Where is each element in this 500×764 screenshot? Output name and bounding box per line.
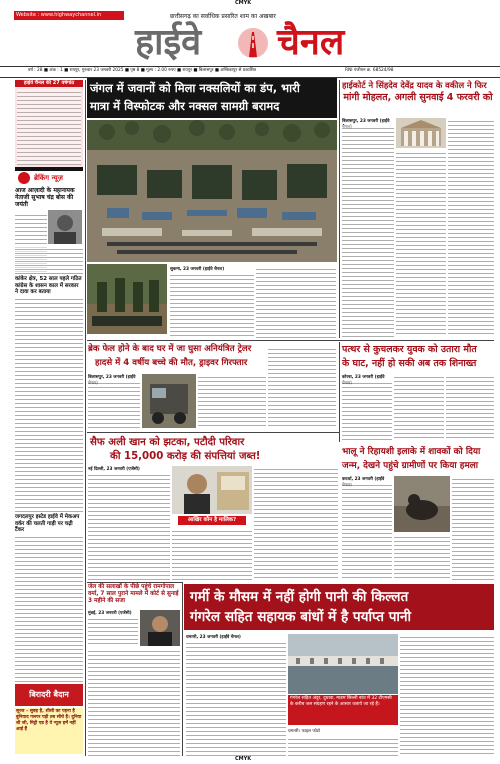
bear-photo xyxy=(394,476,450,532)
breaking-news-label: ब्रेकिंग न्यूज़ xyxy=(34,174,63,182)
footer-cmyk: CMYK xyxy=(235,756,252,762)
netaji-photo xyxy=(48,210,82,244)
lead-photo-seized-items xyxy=(87,120,337,262)
saif-caption: आखिर कौन है मालिक? xyxy=(178,516,246,525)
saif-headline-1[interactable]: सैफ अली खान को झटका, पटौदी परिवार xyxy=(90,437,245,448)
masthead-title-left: हाईवे xyxy=(135,21,202,63)
lead-headline-1[interactable]: जंगल में जवानों को मिला नक्सलियों का डंप, भारी xyxy=(90,81,300,95)
truck-headline-2[interactable]: हादसे में 4 वर्षीय बच्चे की मौत, ड्राइवर गिरफ्तार xyxy=(95,358,248,368)
breaking-icon xyxy=(18,172,30,184)
registration: RNI पंजीयन क्र. 68524/98 xyxy=(345,68,394,73)
river-headline-1[interactable]: पत्थर से कुचलकर युवक को उतारा मौत xyxy=(342,344,477,355)
bear-byline: कवर्धा, 23 जनवरी (हाईवे xyxy=(342,477,385,482)
issue-info: वर्ष : 28 ■ अंक : 1 ■ रायपुर, गुरुवार 23 जनवरी 2025 ■ पृष्ठ 8 ■ मूल्य : 2.00 रुपए ■ रायपुर ■ बिलासपुर ■ अम्बिकापुर से प्रकाशित xyxy=(28,68,257,73)
rgv-headline[interactable]: जेल की सलाखों के पीछे पहुंचे रामगोपाल वर्मा, 7 साल पुराने मामले में कोर्ट से सुनाई 3 महीने की सजा xyxy=(88,584,179,604)
cmyk-mark: CMYK xyxy=(235,0,252,6)
water-headline-1[interactable]: गर्मी के मौसम में नहीं होगी पानी की किल्लत xyxy=(190,589,409,605)
saif-photo xyxy=(172,466,252,514)
masthead-tagline: छत्तीसगढ़ का सर्वाधिक प्रसारित शाम का अखबार xyxy=(170,13,276,20)
story-jagdalpur-headline[interactable]: जगदलपुर इस्टेड हाईवे में मेकअप वर्कर की चलती गाड़ी पर चढ़ी टैंकर xyxy=(15,514,80,533)
anniversary-title: हाईवे चैनल की 27 वर्षगांठ xyxy=(15,80,83,87)
biradari-ad[interactable]: बिरादरी बैदान xyxy=(15,684,83,706)
road-logo-icon xyxy=(235,26,271,60)
truck-photo xyxy=(142,374,196,428)
saif-byline: नई दिल्ली, 23 जनवरी (एजेंसी) xyxy=(88,467,140,472)
water-headline-2[interactable]: गंगरेल सहित सहायक बांधों में है पर्याप्त पानी xyxy=(190,609,412,625)
lead-byline: सुकमा, 23 जनवरी (हाईवे चैनल) xyxy=(170,267,225,272)
lead-photo-jawans xyxy=(87,264,167,334)
bear-headline-1[interactable]: भालू ने रिहायशी इलाके में शावकों को दिया xyxy=(342,447,481,457)
court-headline-2[interactable]: मांगी मोहलत, अगली सुनवाई 4 फरवरी को xyxy=(343,92,493,103)
masthead-logo xyxy=(135,20,375,64)
truck-headline-1[interactable]: ब्रेक फेल होने के बाद घर में जा घुसा अनियंत्रित ट्रेलर xyxy=(88,344,252,354)
dam-caption: गंगरेल सहित अंदुर, दुधावा, माडम सिल्ली बांध में 32 टीएमसी के करीब जल संग्रहण रहने के आसार जताये जा रहे हैं। xyxy=(288,695,398,725)
truck-byline: बिलासपुर, 23 जनवरी (हाईवे xyxy=(88,375,136,380)
website-banner[interactable]: Website : www.highwaychannel.in xyxy=(14,11,124,20)
rgv-photo xyxy=(140,610,180,646)
bear-headline-2[interactable]: जन्म, देखने पहुंचे ग्रामीणों पर किया हमला xyxy=(342,461,479,471)
masthead-title-right: चैनल xyxy=(277,21,345,63)
water-byline: धमतरी, 23 जनवरी (हाईवे चैनल) xyxy=(186,635,241,640)
dam-photo-credit: धमतरी। फाइल फोटो xyxy=(288,729,321,734)
highcourt-photo xyxy=(396,118,446,148)
court-headline-1[interactable]: हाईकोर्ट ने सिंहदेव देवेंद्र यादव के वकील ने फिर xyxy=(342,80,487,90)
court-byline: बिलासपुर, 23 जनवरी (हाईवे xyxy=(342,119,390,124)
dam-photo xyxy=(288,634,398,694)
river-headline-2[interactable]: के घाट, नहीं हो सकी अब तक शिनाख्त xyxy=(342,358,477,369)
river-byline: कोरबा, 23 जनवरी (हाईवे xyxy=(342,375,385,380)
quote-box: सूरज – सुबह है, शीशी का पहना है बुनियाद गलपर पड़ी तब सीचे है। दुनिया शी जी, मिट्टी एड है ये न्यूज हमें नहीं आईं हैं xyxy=(15,708,83,754)
story-kanker-headline[interactable]: कांकेर क्षेत्र, 52 साल पहले गठित कांग्रेस के शासन काल में सरकार ने दावा कर बताया xyxy=(15,276,82,295)
lead-headline-2[interactable]: मात्रा में विस्फोटक और नक्सल सामग्री बरामद xyxy=(90,99,280,113)
story-netaji-headline[interactable]: आज आज़ादी के महानायक नेताजी सुभाष चंद्र बोस की जयंती xyxy=(15,187,75,208)
rgv-byline: मुंबई, 23 जनवरी (एजेंसी) xyxy=(88,611,132,616)
saif-headline-2[interactable]: की 15,000 करोड़ की संपत्तियां जब्त! xyxy=(110,451,261,462)
